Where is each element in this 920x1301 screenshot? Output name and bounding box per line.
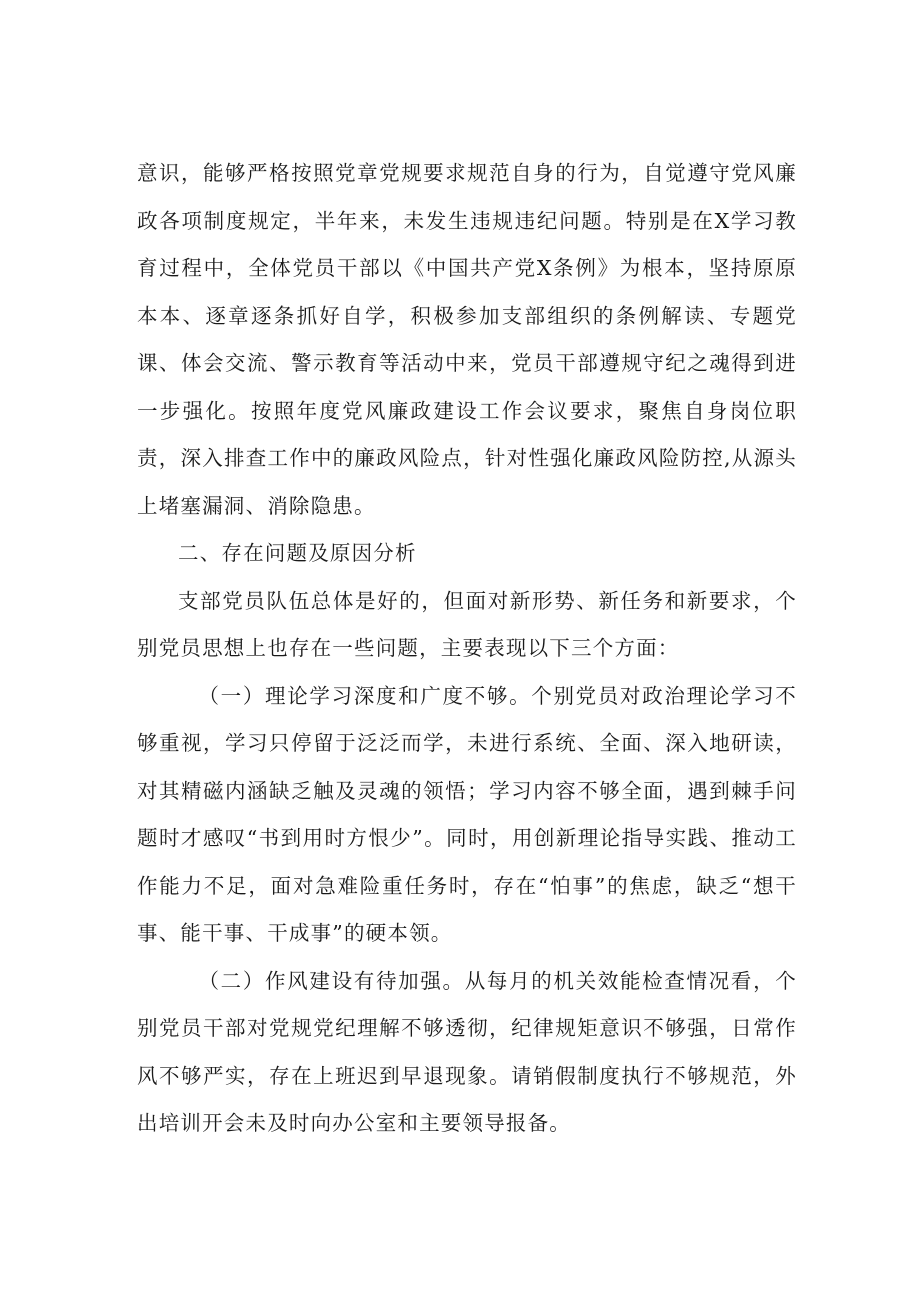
section-heading-problems: 二、存在问题及原因分析 bbox=[178, 541, 417, 565]
paragraph-theory-study: （一）理论学习深度和广度不够。个别党员对政治理论学习不够重视，学习只停留于泛泛而学，未进行系统、全面、深入地研读，对其精磁内涵缺乏触及灵魂的领悟；学习内容不够全面，遇到棘手问题时才感叹“书到用时方恨少”。同时，用创新理论指导实践、推动工作能力不足，面对急难险重任务时，存在“怕事”的焦虑，缺乏“想干事、能干事、干成事”的硬本领。 bbox=[137, 683, 797, 945]
paragraph-discipline-awareness: 意识，能够严格按照党章党规要求规范自身的行为，自觉遵守党风廉政各项制度规定，半年来，未发生违规违纪问题。特别是在X学习教育过程中，全体党员干部以《中国共产党X条例》为根本，坚持原原本本、逐章逐条抓好自学，积极参加支部组织的条例解读、专题党课、体会交流、警示教育等活动中来，党员干部遵规守纪之魂得到进一步强化。按照年度党风廉政建设工作会议要求，聚焦自身岗位职责，深入排查工作中的廉政风险点，针对性强化廉政风险防控,从源头上堵塞漏洞、消除隐患。 bbox=[137, 161, 797, 518]
paragraph-team-overview: 支部党员队伍总体是好的，但面对新形势、新任务和新要求，个别党员思想上也存在一些问题，主要表现以下三个方面： bbox=[137, 588, 797, 660]
document-body bbox=[137, 150, 797, 1148]
paragraph-work-style: （二）作风建设有待加强。从每月的机关效能检查情况看，个别党员干部对党规党纪理解不够透彻，纪律规矩意识不够强，日常作风不够严实，存在上班迟到早退现象。请销假制度执行不够规范，外出培训开会未及时向办公室和主要领导报备。 bbox=[137, 968, 797, 1135]
